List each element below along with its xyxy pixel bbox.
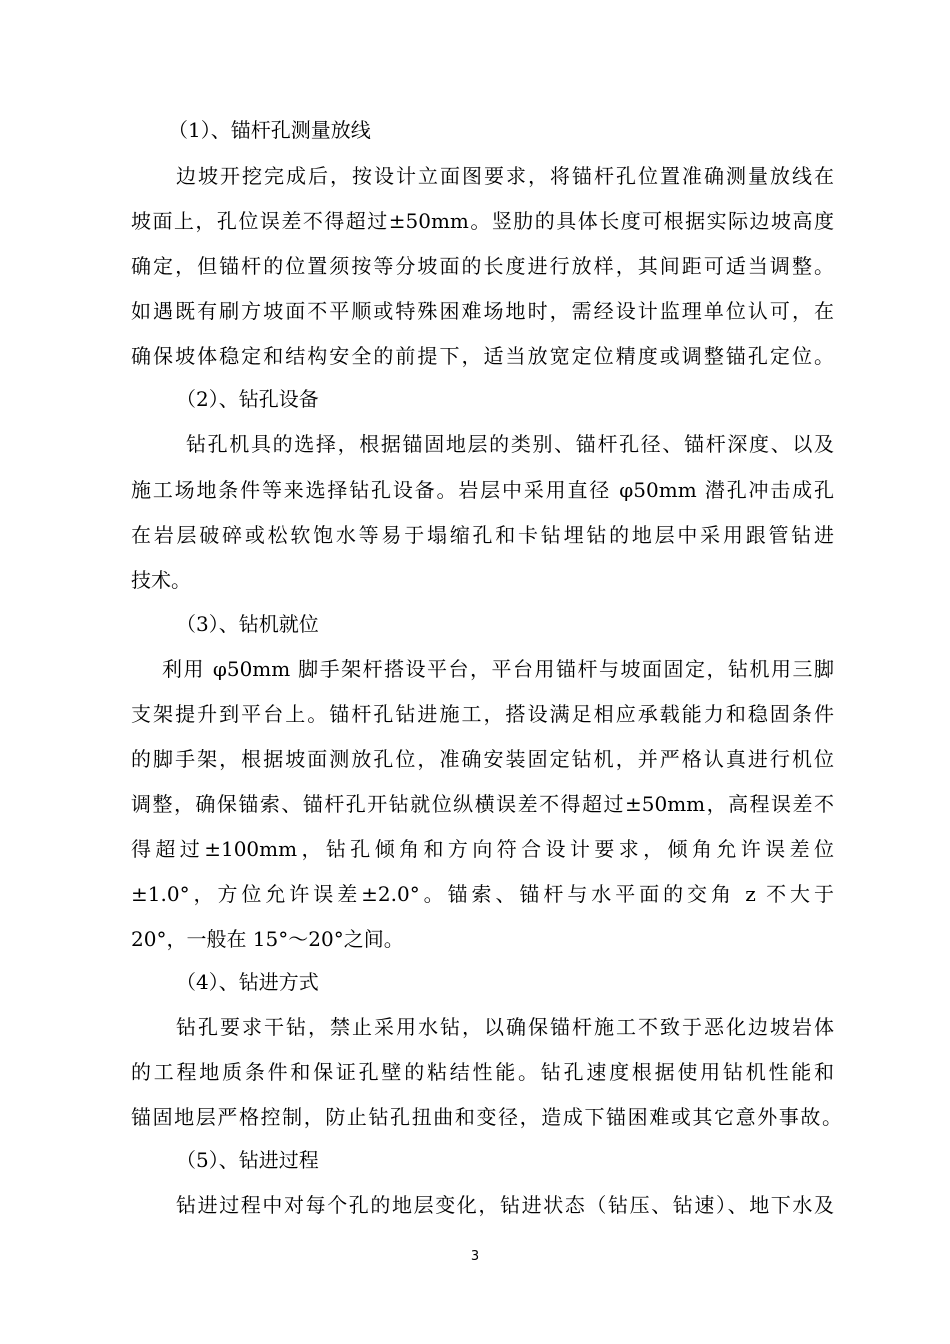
section-1-line-4: 如遇既有刷方坡面不平顺或特殊困难场地时，需经设计监理单位认可，在 (131, 299, 834, 323)
section-4-heading: （4）、钻进方式 (176, 970, 319, 994)
section-3-line-4: 调整，确保锚索、锚杆孔开钻就位纵横误差不得超过±50mm，高程误差不 (131, 792, 834, 816)
section-3-heading: （3）、钻机就位 (176, 612, 319, 636)
section-4-line-2: 的工程地质条件和保证孔壁的粘结性能。钻孔速度根据使用钻机性能和 (131, 1060, 834, 1084)
section-1-line-1: 边坡开挖完成后，按设计立面图要求，将锚杆孔位置准确测量放线在 (176, 164, 834, 188)
section-1-heading: （1）、锚杆孔测量放线 (168, 118, 371, 142)
section-1-line-5: 确保坡体稳定和结构安全的前提下，适当放宽定位精度或调整锚孔定位。 (131, 344, 834, 368)
section-4-line-1: 钻孔要求干钻，禁止采用水钻，以确保锚杆施工不致于恶化边坡岩体 (176, 1015, 834, 1039)
section-3-line-1: 利用 φ50mm 脚手架杆搭设平台，平台用锚杆与坡面固定，钻机用三脚 (162, 657, 834, 681)
section-4-line-3: 锚固地层严格控制，防止钻孔扭曲和变径，造成下锚困难或其它意外事故。 (131, 1105, 842, 1129)
page-number: 3 (470, 1249, 480, 1264)
section-5-heading: （5）、钻进过程 (176, 1148, 319, 1172)
section-3-line-6: ±1.0°，方位允许误差±2.0°。锚索、锚杆与水平面的交角 z 不大于 (131, 882, 834, 906)
section-2-line-4: 技术。 (131, 568, 191, 592)
section-1-line-2: 坡面上，孔位误差不得超过±50mm。竖肋的具体长度可根据实际边坡高度 (131, 209, 834, 233)
section-2-line-3: 在岩层破碎或松软饱水等易于塌缩孔和卡钻埋钻的地层中采用跟管钻进 (131, 523, 834, 547)
section-3-line-7: 20°，一般在 15°～20°之间。 (131, 927, 404, 951)
section-1-line-3: 确定，但锚杆的位置须按等分坡面的长度进行放样，其间距可适当调整。 (131, 254, 834, 278)
section-2-line-2: 施工场地条件等来选择钻孔设备。岩层中采用直径 φ50mm 潜孔冲击成孔 (131, 478, 834, 502)
section-5-line-1: 钻进过程中对每个孔的地层变化，钻进状态（钻压、钻速）、地下水及 (176, 1193, 834, 1217)
section-3-line-5: 得超过±100mm，钻孔倾角和方向符合设计要求，倾角允许误差位 (131, 837, 834, 861)
section-3-line-3: 的脚手架，根据坡面测放孔位，准确安装固定钻机，并严格认真进行机位 (131, 747, 834, 771)
section-2-line-1: 钻孔机具的选择，根据锚固地层的类别、锚杆孔径、锚杆深度、以及 (186, 432, 834, 456)
section-2-heading: （2）、钻孔设备 (176, 387, 319, 411)
section-3-line-2: 支架提升到平台上。锚杆孔钻进施工，搭设满足相应承载能力和稳固条件 (131, 702, 834, 726)
